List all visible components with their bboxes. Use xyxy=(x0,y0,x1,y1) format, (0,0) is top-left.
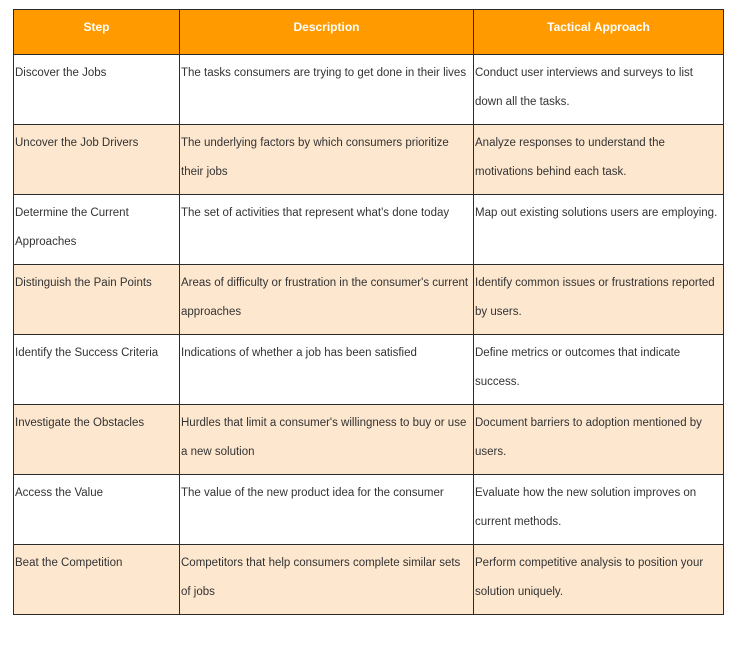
step-cell: Uncover the Job Drivers xyxy=(14,125,180,195)
table-row xyxy=(14,475,724,545)
jobs-framework-table-wrapper xyxy=(13,9,724,615)
table-row xyxy=(14,55,724,125)
description-cell: Competitors that help consumers complete similar sets of jobs xyxy=(180,545,474,615)
header-description: Description xyxy=(180,10,474,55)
description-cell: The value of the new product idea for the consumer xyxy=(180,475,474,545)
description-cell: Hurdles that limit a consumer's willingness to buy or use a new solution xyxy=(180,405,474,475)
approach-cell: Document barriers to adoption mentioned by users. xyxy=(474,405,724,475)
approach-cell: Conduct user interviews and surveys to list down all the tasks. xyxy=(474,55,724,125)
approach-cell: Identify common issues or frustrations reported by users. xyxy=(474,265,724,335)
description-cell: The underlying factors by which consumers prioritize their jobs xyxy=(180,125,474,195)
description-cell: Areas of difficulty or frustration in the consumer's current approaches xyxy=(180,265,474,335)
table-row xyxy=(14,335,724,405)
table-row xyxy=(14,125,724,195)
jobs-framework-table xyxy=(13,9,724,615)
table-header-row xyxy=(14,10,724,55)
step-cell: Identify the Success Criteria xyxy=(14,335,180,405)
step-cell: Discover the Jobs xyxy=(14,55,180,125)
approach-cell: Define metrics or outcomes that indicate success. xyxy=(474,335,724,405)
header-tactical-approach: Tactical Approach xyxy=(474,10,724,55)
approach-cell: Perform competitive analysis to position your solution uniquely. xyxy=(474,545,724,615)
table-row xyxy=(14,195,724,265)
approach-cell: Evaluate how the new solution improves on current methods. xyxy=(474,475,724,545)
approach-cell: Analyze responses to understand the motivations behind each task. xyxy=(474,125,724,195)
table-row xyxy=(14,545,724,615)
step-cell: Beat the Competition xyxy=(14,545,180,615)
step-cell: Access the Value xyxy=(14,475,180,545)
step-cell: Distinguish the Pain Points xyxy=(14,265,180,335)
description-cell: Indications of whether a job has been satisfied xyxy=(180,335,474,405)
table-row xyxy=(14,405,724,475)
header-step: Step xyxy=(14,10,180,55)
step-cell: Investigate the Obstacles xyxy=(14,405,180,475)
description-cell: The set of activities that represent what's done today xyxy=(180,195,474,265)
step-cell: Determine the Current Approaches xyxy=(14,195,180,265)
table-row xyxy=(14,265,724,335)
approach-cell: Map out existing solutions users are employing. xyxy=(474,195,724,265)
description-cell: The tasks consumers are trying to get done in their lives xyxy=(180,55,474,125)
